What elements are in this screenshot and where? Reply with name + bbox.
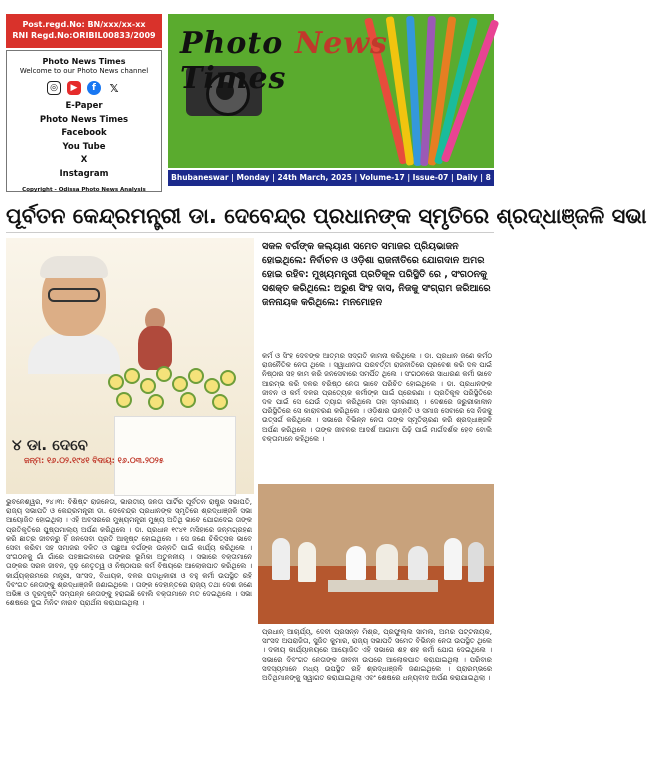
dateline: Bhubaneswar | Monday | 24th March, 2025 | Volume-17 | Issue-07 | Daily | 8 Pages | Price:Rs.5/- <box>168 170 494 186</box>
social-links <box>7 100 161 181</box>
social-welcome: Welcome to our Photo News channel <box>19 67 149 75</box>
social-title: Photo News Times <box>42 57 126 66</box>
link-photo-news-times[interactable]: Photo News Times <box>39 114 129 125</box>
article-right-top: କର୍ମ ଓ ସିଂହ ଦେବଙ୍କ ଆତ୍ମର ସଦ୍ଗତି କାମନା କରିଥିଲେ । ଡା. ପ୍ରଧାନ ଜଣେ କର୍ମଠ ରାଜନୈତିକ ନେତା ଥିଲେ । ସ୍ୱାଧୀନତା ପରବର୍ତ୍ତୀ ରାଜନୀତିରେ ପ୍ରବେଶ କରି ଦଳ ପାଇଁ ନିଷ୍ଠାର ସହ କାମ କରି ଜନସେବାରେ ସମର୍ପିତ ଥିଲେ । ସଂଗଠନରେ ସାଧାରଣ କର୍ମୀ ଭାବେ ଆରମ୍ଭ କରି ଦଳର ବରିଷ୍ଠ ନେତା ଭାବେ ପରିଚିତ ହୋଇଥିଲେ । ଡା. ପ୍ରଧାନଙ୍କ ଜୀବନ ଓ କର୍ମ ଦଳର ପ୍ରତ୍ୟେକ କର୍ମୀଙ୍କ ପାଇଁ ପ୍ରେରଣା । ପ୍ରତିକୂଳ ପରିସ୍ଥିତିରେ ଦଳ ପାଇଁ ସେ ଯେଉଁ ତ୍ୟାଗ କରିଥିଲେ ତାହା ସ୍ମରଣୀୟ । ଦେଶରେ ଜରୁରୀକାଳୀନ ପରିସ୍ଥିତିରେ ସେ କାରାବରଣ କରିଥିଲେ । ଓଡ଼ିଶାର ଉନ୍ନତି ଓ ସମାଜ ସେବାରେ ସେ ନିଜକୁ ଉତ୍ସର୍ଗ କରିଥିଲେ । ସଭାରେ ବିଭିନ୍ନ ନେତା ତାଙ୍କ ସ୍ମୃତିଚାରଣ କରି ଶ୍ରଦ୍ଧାଞ୍ଜଳି ଅର୍ପଣ କରିଥିଲେ । ତାଙ୍କ ଜୀବନର ଆଦର୍ଶ ଆଗାମୀ ପିଢ଼ି ପାଇଁ ମାର୍ଗଦର୍ଶକ ହେବ ବୋଲି ବକ୍ତାମାନେ କହିଥିଲେ । <box>262 352 492 443</box>
photo-caption-dates: ଜନ୍ମ: ୧୬.୦୨.୧୯୪୧ ବିଦାୟ: ୧୬.୦୩.୨୦୨୫ <box>24 456 164 465</box>
rni-regd: RNI Regd.No:ORIBIL00833/2009 <box>12 31 156 40</box>
instagram-icon[interactable]: ◎ <box>47 81 61 95</box>
post-regd: Post.regd.No: BN/xxx/xx-xx <box>22 20 146 29</box>
brand-word-3: Times <box>180 61 287 96</box>
brand-logo <box>180 26 494 96</box>
masthead <box>6 4 494 198</box>
facebook-icon[interactable]: f <box>87 81 101 95</box>
youtube-icon[interactable]: ▶ <box>67 81 81 95</box>
link-instagram[interactable]: Instagram <box>59 168 109 179</box>
tribute-photo <box>6 238 254 494</box>
flower-arrangement <box>106 366 246 422</box>
link-epaper[interactable]: E-Paper <box>65 101 103 111</box>
link-youtube[interactable]: You Tube <box>62 141 106 152</box>
link-x[interactable]: X <box>80 155 88 165</box>
brand-banner <box>168 14 494 168</box>
lead-summary: ସକଳ ବର୍ଗଙ୍କ କଲ୍ୟାଣ ସମେତ ସମାଜର ପ୍ରିୟଭାଜନ ହୋଇଥିଲେ: ନିର୍ବାଚନ ଓ ଓଡ଼ିଶା ରାଜନୀତିରେ ଯୋଗଦାନ ଅମର ହୋଇ ରହିବ: ମୁଖ୍ୟମନ୍ତ୍ରୀ ପ୍ରତିକୂଳ ପରିସ୍ଥିତି ରେ , ସଂଗଠନକୁ ସଶକ୍ତ କରିଥିଲେ: ଅରୁଣ ସିଂହ ଦାସ, ନିଜକୁ ସଂଗ୍ରାମ ଜରିଆରେ ଜନନାୟକ କରିଥିଲେ: ମନମୋହନ <box>262 241 491 308</box>
speaker-figure <box>138 326 172 370</box>
gathering-photo <box>258 484 494 624</box>
masthead-sidebox <box>6 14 162 192</box>
headline: ପୂର୍ବତନ କେନ୍ଦ୍ରମନ୍ତ୍ରୀ ଡା. ଦେବେନ୍ଦ୍ର ପ୍ରଧାନଙ୍କ ସ୍ମୃତିରେ ଶ୍ରଦ୍ଧାଞ୍ଜଳି ସଭା <box>6 200 494 233</box>
social-icons <box>7 81 161 95</box>
copyright: Copyright - Odissa Photo News Analysis <box>22 187 146 193</box>
registration-bar <box>6 14 162 48</box>
x-icon[interactable]: 𝕏 <box>109 81 119 95</box>
social-box <box>6 50 162 192</box>
article-left-bottom: ଭୁବନେଶ୍ୱର, ୨୪।୩: ବିଶିଷ୍ଟ ରାଜନେତା, ଭାରତୀୟ ଜନତା ପାର୍ଟିର ପୂର୍ବତନ ରାଷ୍ଟ୍ର ସଭାପତି, ରାଜ୍ୟ ସଭାପତି ଓ କେନ୍ଦ୍ରମନ୍ତ୍ରୀ ଡା. ଦେବେନ୍ଦ୍ର ପ୍ରଧାନଙ୍କ ସ୍ମୃତିରେ ଶ୍ରଦ୍ଧାଞ୍ଜଳି ସଭା ଆୟୋଜିତ ହୋଇଥିଲା । ଏହି ଅବସରରେ ମୁଖ୍ୟମନ୍ତ୍ରୀ ମୁଖ୍ୟ ଅତିଥି ଭାବେ ଯୋଗଦେଇ ତାଙ୍କ ପ୍ରତିକୃତିରେ ପୁଷ୍ପମାଲ୍ୟ ଅର୍ପଣ କରିଥିଲେ । ଡା. ପ୍ରଧାନ ୧୯୪୧ ମସିହାରେ ଜନ୍ମଗ୍ରହଣ କରି ଛାତ୍ର ଜୀବନରୁ ହିଁ ଜନସେବା ପ୍ରତି ଆକୃଷ୍ଟ ହୋଇଥିଲେ । ସେ ଜଣେ ଚିକିତ୍ସକ ଭାବେ ସେବା କରିବା ସହ ସମାଜର ଦଳିତ ଓ ପଛୁଆ ବର୍ଗଙ୍କ ଉନ୍ନତି ପାଇଁ କାର୍ଯ୍ୟ କରିଥିଲେ । ସଂଗଠନକୁ ଗାଁ ଗାଁରେ ପହଞ୍ଚାଇବାରେ ତାଙ୍କର ଭୂମିକା ଅତୁଳନୀୟ । ସଭାରେ ବକ୍ତାମାନେ ତାଙ୍କର ସରଳ ଜୀବନ, ଦୃଢ଼ ନେତୃତ୍ୱ ଓ ନିଷ୍ଠାପର କର୍ମ ବିଷୟରେ ଆଲୋକପାତ କରିଥିଲେ । କାର୍ଯ୍ୟକ୍ରମରେ ମନ୍ତ୍ରୀ, ସାଂସଦ, ବିଧାୟକ, ଦଳର ପଦାଧିକାରୀ ଓ ବହୁ କର୍ମୀ ଉପସ୍ଥିତ ରହି ଦିବଂଗତ ନେତାଙ୍କୁ ଶ୍ରଦ୍ଧାଞ୍ଜଳି ଜଣାଇଥିଲେ । ତାଙ୍କ ଦେହାନ୍ତରେ ରାଜ୍ୟ ତଥା ଦେଶ ଜଣେ ଅଭିଜ୍ଞ ଓ ଦୂରଦୃଷ୍ଟି ସମ୍ପନ୍ନ ନେତାଙ୍କୁ ହରାଇଛି ବୋଲି ବକ୍ତାମାନେ ମତ ଦେଇଥିଲେ । ସଭା ଶେଷରେ ଦୁଇ ମିନିଟ ନୀରବ ପ୍ରାର୍ଥନା କରାଯାଇଥିଲା । <box>6 498 252 608</box>
portrait <box>28 256 120 366</box>
link-facebook[interactable]: Facebook <box>61 128 107 138</box>
brand-word-1: Photo <box>180 26 284 61</box>
brand-word-2: News <box>294 26 388 61</box>
photo-caption-name: ୪ ଡା. ଦେବେ <box>12 436 88 454</box>
article-right-bottom: ପ୍ରଧାନ୍ ଆଚାର୍ଯ୍ୟ, ଦେବୀ ପ୍ରସନ୍ନ ମିଶ୍ର, ପ୍ରଫୁଲ୍ଲ ସାମଲ, ଅମର ପଟ୍ଟନାୟକ, ସାଂସଦ ଅପରାଜିତା, ସୁଜିତ କୁମାର, ରାଜ୍ୟ ସଭାପତି ସମେତ ବିଭିନ୍ନ ନେତା ଉପସ୍ଥିତ ଥିଲେ । ଦଳୀୟ କାର୍ଯ୍ୟାଳୟରେ ଆୟୋଜିତ ଏହି ସଭାରେ ଶହ ଶହ କର୍ମୀ ଯୋଗ ଦେଇଥିଲେ । ସଭାରେ ଦିବଂଗତ ନେତାଙ୍କ ଜୀବନୀ ଉପରେ ଆଲୋକପାତ କରାଯାଇଥିଲା । ପରିବାର ସଦସ୍ୟମାନେ ମଧ୍ୟ ଉପସ୍ଥିତ ରହି ଶ୍ରଦ୍ଧାଞ୍ଜଳି ଜଣାଇଥିଲେ । ପ୍ରାରମ୍ଭରେ ଅତିଥିମାନଙ୍କୁ ସ୍ୱାଗତ କରାଯାଇଥିଲା ଏବଂ ଶେଷରେ ଧନ୍ୟବାଦ ଅର୍ପଣ କରାଯାଇଥିଲା । <box>262 628 492 683</box>
